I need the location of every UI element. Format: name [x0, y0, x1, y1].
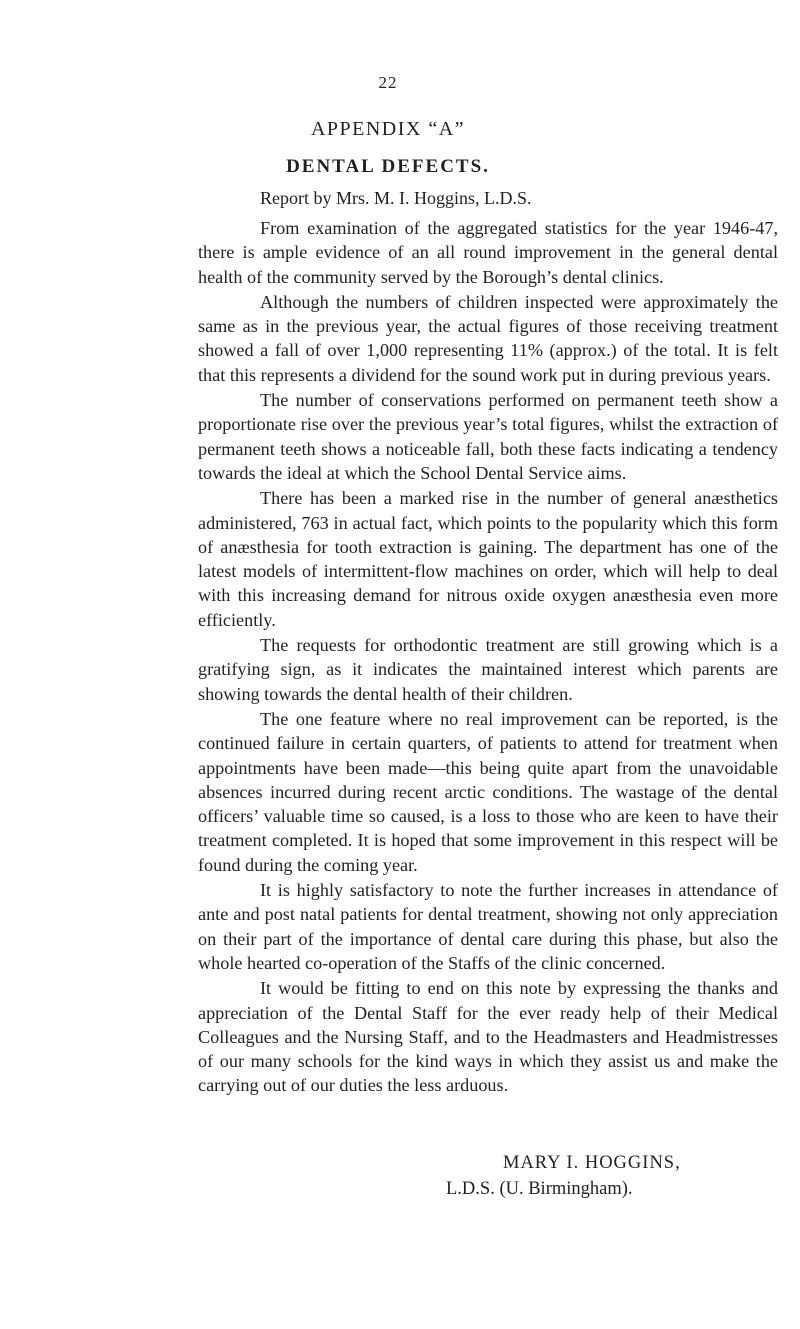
appendix-title: APPENDIX “A”	[310, 118, 466, 140]
paragraph: Although the numbers of children inspected were approximately the same as in the previous year, the actual figures of those receiving treatment showed a fall of over 1,000 representing 11% (approx.) of the total. It is felt that this represents a dividend for the sound work put in during previous years.	[198, 291, 778, 385]
signature-block	[198, 1150, 778, 1202]
paragraph: The one feature where no real improvement can be reported, is the continued failure in certain quarters, of patients to attend for treatment when appointments have been made—this being quite apart from the unavoidable absences incurred during recent arctic conditions. The wastage of the dental officers’ valuable time so caused, is a loss to those who are keen to have their treatment completed. It is hoped that some improvement in this respect will be found during the coming year.	[198, 708, 778, 875]
paragraph: It would be fitting to end on this note by expressing the thanks and appreciation of the Dental Staff for the ever ready help of their Medical Colleagues and the Nursing Staff, and to the Headmasters and Headmistresses of our many schools for the kind ways in which they assist us and make the carrying out of our duties the less arduous.	[198, 978, 778, 1096]
paragraph: There has been a marked rise in the number of general anæsthetics administered, 763 in actual fact, which points to the popularity which this form of anæsthesia for tooth extraction is gaining. The department has one of the latest models of intermittent-flow machines on order, which will help to deal with this increasing demand for nitrous oxide oxygen anæsthesia even more efficiently.	[198, 488, 778, 630]
paragraph: The number of conservations performed on permanent teeth show a proportionate rise over the previous year’s total figures, whilst the extraction of permanent teeth shows a noticeable fall, both these facts indicating a tendency towards the ideal at which the School Dental Service aims.	[198, 390, 778, 483]
paragraph: It is highly satisfactory to note the further increases in attendance of ante and post natal patients for dental treatment, showing not only appreciation on their part of the importance of dental care during this phase, but also the whole hearted co-operation of the Staffs of the clinic concerned.	[198, 880, 778, 973]
paragraph: The requests for orthodontic treatment are still growing which is a gratifying sign, as it indicates the maintained interest which parents are showing towards the dental health of their children.	[198, 635, 778, 704]
report-body	[198, 216, 778, 1099]
signature-name: MARY I. HOGGINS,	[503, 1153, 681, 1173]
paragraph: From examination of the aggregated statistics for the year 1946-47, there is ample evidence of an all round improvement in the general dental health of the community served by the Borough’s dental clinics.	[198, 218, 778, 287]
section-heading: DENTAL DEFECTS.	[286, 156, 490, 177]
report-author-line: Report by Mrs. M. I. Hoggins, L.D.S.	[260, 188, 532, 208]
signature-qualification: L.D.S. (U. Birmingham).	[446, 1179, 633, 1199]
page-number: 22	[378, 73, 398, 92]
